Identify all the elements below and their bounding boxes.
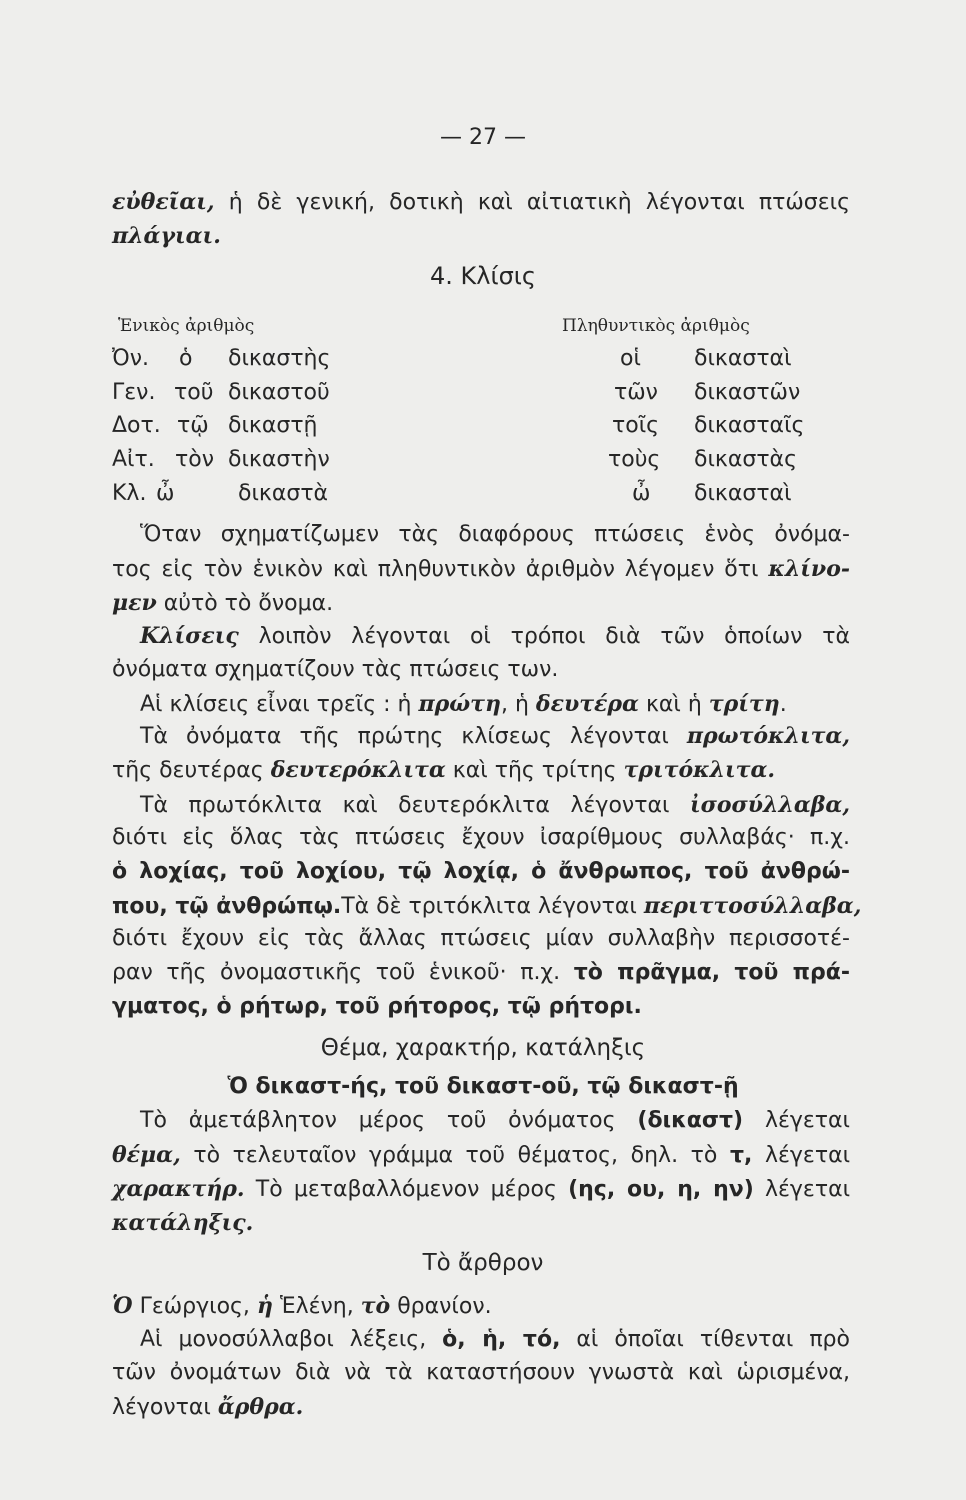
table-row: Ὀν. ὁ δικαστὴς οἱ δικασταὶ xyxy=(112,346,792,371)
paragraph-otan-line-2: τος εἰς τὸν ἑνικὸν καὶ πληθυντικὸν ἀριθμὸν λέγομεν ὅτι κλίνο- xyxy=(112,556,851,582)
page-number: — 27 — xyxy=(440,125,526,150)
plural-header: Πληθυντικὸς ἀριθμὸς xyxy=(562,316,750,336)
term-arthra: ἄρθρα. xyxy=(217,1394,304,1420)
paragraph-arthra-line-1: Αἱ μονοσύλλαβοι λέξεις, ὁ, ἡ, τό, αἱ ὁποῖαι τίθενται πρὸ xyxy=(140,1327,850,1352)
paragraph-isosyllaba-line-4: που, τῷ ἀνθρώπῳ.Τὰ δὲ τριτόκλιτα λέγονται περιττοσύλλαβα, xyxy=(112,893,862,919)
paragraph-onomata-line-1: Τὰ ὀνόματα τῆς πρώτης κλίσεως λέγονται πρωτόκλιτα, xyxy=(140,723,850,749)
intro-line-1: εὐθεῖαι, ἡ δὲ γενική, δοτικὴ καὶ αἰτιατικὴ λέγονται πτώσεις xyxy=(112,189,851,215)
section-heading-klisis: 4. Κλίσις xyxy=(429,262,536,290)
table-row: Δοτ. τῷ δικαστῇ τοῖς δικασταῖς xyxy=(112,413,805,438)
paragraph-kliseis-line-2: ὀνόματα σχηματίζουν τὰς πτώσεις των. xyxy=(112,657,559,682)
paragraph-otan-line-1: Ὅταν σχηματίζωμεν τὰς διαφόρους πτώσεις ἑνὸς ὀνόμα- xyxy=(140,522,850,547)
table-row: Αἰτ. τὸν δικαστὴν τοὺς δικαστὰς xyxy=(112,447,797,472)
example-georgios: Ὁ Γεώργιος, ἡ Ἑλένη, τὸ θρανίον. xyxy=(112,1293,492,1319)
paragraph-thema-line-2: θέμα, τὸ τελευταῖον γράμμα τοῦ θέματος, δηλ. τὸ τ, λέγεται xyxy=(112,1142,851,1168)
paragraph-kliseis-line-1: Κλίσεις λοιπὸν λέγονται οἱ τρόποι διὰ τῶν ὁποίων τὰ xyxy=(140,623,850,649)
paragraph-thema-line-1: Τὸ ἀμετάβλητον μέρος τοῦ ὀνόματος (δικαστ) λέγεται xyxy=(140,1108,850,1133)
example-dikastis: Ὁ δικαστ-ής, τοῦ δικαστ-οῦ, τῷ δικαστ-ῇ xyxy=(227,1074,739,1099)
paragraph-arthra-line-2: τῶν ὀνομάτων διὰ νὰ τὰ καταστήσουν γνωστὰ καὶ ὡρισμένα, xyxy=(112,1360,850,1385)
term-klinomen: κλίνο- xyxy=(768,556,851,582)
section-heading-thema: Θέμα, χαρακτήρ, κατάληξις xyxy=(320,1035,646,1061)
paragraph-isosyllaba-line-5: διότι ἔχουν εἰς τὰς ἄλλας πτώσεις μίαν συλλαβὴν περισσοτέ- xyxy=(112,926,850,951)
table-row: Γεν. τοῦ δικαστοῦ τῶν δικαστῶν xyxy=(112,380,801,405)
section-heading-arthron: Τὸ ἄρθρον xyxy=(422,1250,544,1276)
term-kliseis: Κλίσεις xyxy=(140,623,239,649)
singular-header: Ἑνικὸς ἀριθμὸς xyxy=(118,316,255,336)
term-kataliksis: κατάληξις. xyxy=(112,1210,254,1236)
term-eutheiai: εὐθεῖαι, xyxy=(112,189,215,215)
paragraph-isosyllaba-line-3: ὁ λοχίας, τοῦ λοχίου, τῷ λοχίᾳ, ὁ ἄνθρωπος, τοῦ ἀνθρώ- xyxy=(112,859,850,884)
paragraph-treis: Αἱ κλίσεις εἶναι τρεῖς : ἡ πρώτη, ἡ δευτέρα καὶ ἡ τρίτη. xyxy=(140,691,787,717)
paragraph-isosyllaba-line-6: ραν τῆς ὀνομαστικῆς τοῦ ἑνικοῦ· π.χ. τὸ πρᾶγμα, τοῦ πρά- xyxy=(112,960,851,985)
paragraph-otan-line-3: μεν αὐτὸ τὸ ὄνομα. xyxy=(112,590,334,616)
paragraph-thema-line-3: χαρακτήρ. Τὸ μεταβαλλόμενον μέρος (ης, ου, η, ην) λέγεται xyxy=(112,1176,851,1202)
paragraph-isosyllaba-line-7: γματος, ὁ ρήτωρ, τοῦ ρήτορος, τῷ ρήτορι. xyxy=(112,994,642,1019)
paragraph-onomata-line-2: τῆς δευτέρας δευτερόκλιτα καὶ τῆς τρίτης τριτόκλιτα. xyxy=(112,757,776,783)
term-plagiai: πλάγιαι. xyxy=(112,223,221,249)
paragraph-isosyllaba-line-1: Τὰ πρωτόκλιτα καὶ δευτερόκλιτα λέγονται ἰσοσύλλαβα, xyxy=(140,792,851,818)
paragraph-isosyllaba-line-2: διότι εἰς ὅλας τὰς πτώσεις ἔχουν ἰσαρίθμους συλλαβάς· π.χ. xyxy=(112,825,850,850)
paragraph-arthra-line-3: λέγονται ἄρθρα. xyxy=(112,1394,304,1420)
table-row: Κλ. ὦ δικαστὰ ὦ δικασταὶ xyxy=(112,481,792,506)
